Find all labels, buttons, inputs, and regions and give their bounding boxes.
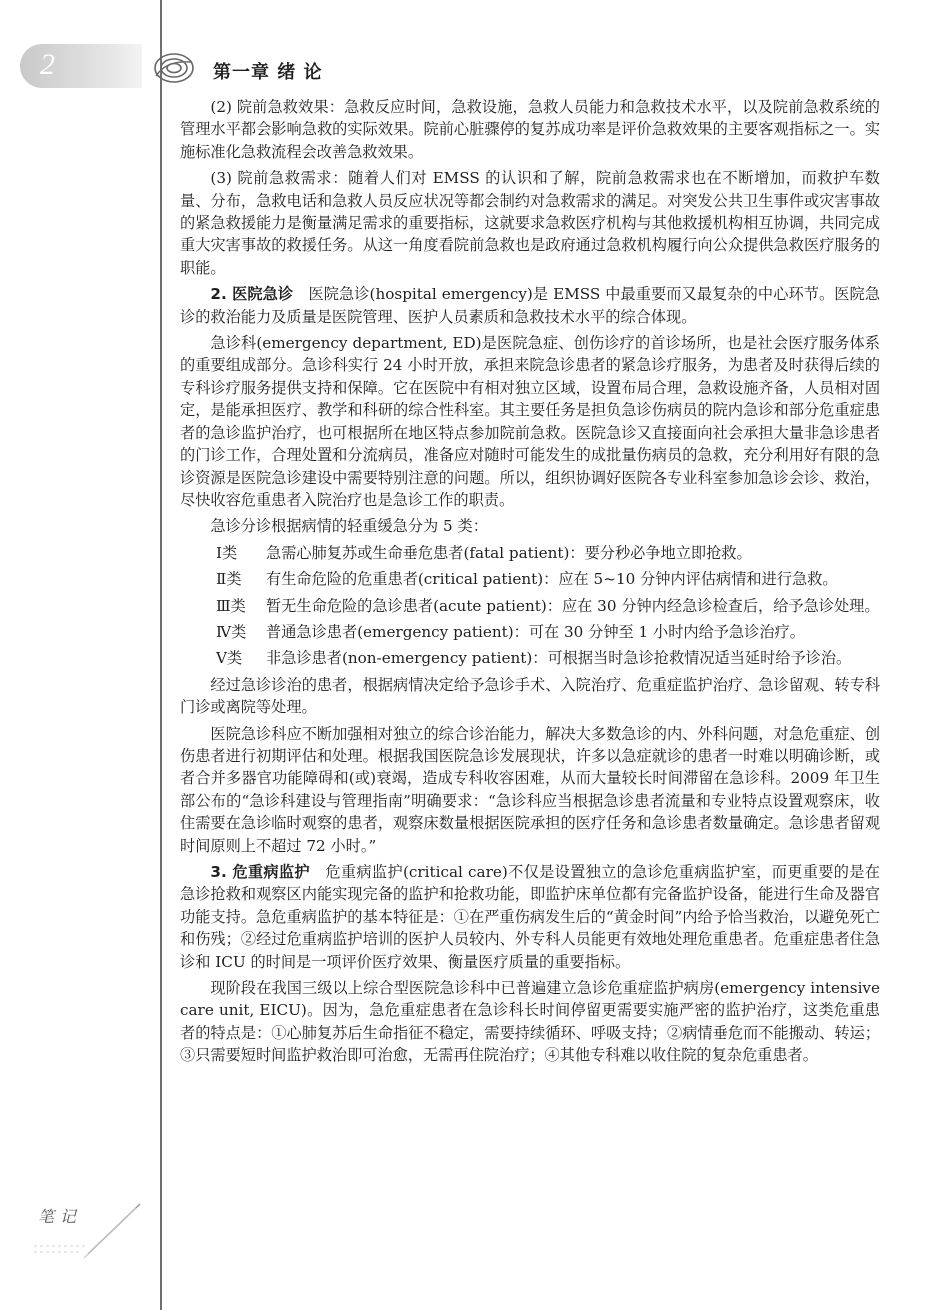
triage-class-text: 暂无生命危险的急诊患者(acute patient)：应在 30 分钟内经急诊检查后，给予急诊处理。	[266, 596, 880, 615]
section-heading: 2. 医院急诊	[210, 285, 294, 304]
swirl-logo-icon	[152, 50, 196, 86]
page-number: 2	[40, 48, 56, 81]
triage-class	[180, 621, 880, 643]
triage-class	[180, 647, 880, 669]
triage-class	[180, 595, 880, 617]
section-lead: 医院急诊(hospital emergency)是 EMSS 中最重要而又最复杂的中心环节。医院急诊的救治能力及质量是医院管理、医护人员素质和急救技术水平的综合体现。	[180, 285, 881, 326]
paragraph: 急诊分诊根据病情的轻重缓急分为 5 类：	[210, 517, 488, 536]
paragraph: 现阶段在我国三级以上综合型医院急诊科中已普遍建立急诊危重症监护病房(emergency intensive care unit, EICU)。因为，急危重症患者在急诊科长时间停留更需要实施严密的监护治疗，这类危重患者的特点是：①心肺复苏后生命指征不稳定，需要持续循环、呼吸支持；②病情垂危而不能搬动、转运；③只需要短时间监护救治即可治愈，无需再住院治疗；④其他专科难以收住院的复杂危重患者。	[180, 979, 880, 1065]
paragraph: (3) 院前急救需求：随着人们对 EMSS 的认识和了解，院前急救需求也在不断增加，而救护车数量、分布，急救电话和急救人员反应状况等都会制约对急救需求的满足。对突发公共卫生事件或灾害事故的紧急救援能力是衡量满足需求的重要指标，这就要求急救医疗机构与其他救援机构相互协调，共同完成重大灾害事故的救援任务。从这一角度看院前急救也是政府通过急救机构履行向公众提供急救医疗服务的职能。	[180, 169, 880, 277]
page-number-tab	[20, 44, 142, 88]
paragraph: 医院急诊科应不断加强相对独立的综合诊治能力，解决大多数急诊的内、外科问题，对急危重症、创伤患者进行初期评估和处理。根据我国医院急诊发展现状，许多以急症就诊的患者一时难以明确诊断，或者合并多器官功能障碍和(或)衰竭，造成专科收容困难，从而大量较长时间滞留在急诊科。2009 年卫生部公布的“急诊科建设与管理指南”明确要求：“急诊科应当根据急诊患者流量和专业特点设置观察床，收住需要在急诊临时观察的患者，观察床数量根据医院承担的医疗任务和急诊患者数量确定。急诊患者留观时间原则上不超过 72 小时。”	[180, 724, 880, 855]
triage-class-text: 有生命危险的危重患者(critical patient)：应在 5~10 分钟内评估病情和进行急救。	[266, 570, 838, 589]
triage-class-text: 普通急诊患者(emergency patient)：可在 30 分钟至 1 小时内给予急诊治疗。	[266, 622, 805, 641]
section-3	[180, 861, 880, 973]
triage-class	[180, 568, 880, 590]
body-text	[180, 96, 880, 1071]
triage-class-text: 非急诊患者(non-emergency patient)：可根据当时急诊抢救情况适当延时给予诊治。	[266, 649, 852, 668]
paragraph: (2) 院前急救效果：急救反应时间，急救设施，急救人员能力和急救技术水平，以及院前急救系统的管理水平都会影响急救的实际效果。院前心脏骤停的复苏成功率是评价急救效果的主要客观指标之一。实施标准化急救流程会改善急救效果。	[180, 98, 880, 161]
section-lead: 危重病监护(critical care)不仅是设置独立的急诊危重病监护室，而更重要的是在急诊抢救和观察区内能实现完备的监护和抢救功能，即监护床单位都有完备监护设备，能进行生命及器官功能支持。急危重病监护的基本特征是：①在严重伤病发生后的“黄金时间”内给予恰当救治，以避免死亡和伤残；②经过危重病监护培训的医护人员较内、外专科人员能更有效地处理危重患者。危重症患者住急诊和 ICU 的时间是一项评价医疗效果、衡量医疗质量的重要指标。	[180, 863, 880, 971]
paragraph: 急诊科(emergency department, ED)是医院急症、创伤诊疗的首诊场所，也是社会医疗服务体系的重要组成部分。急诊科实行 24 小时开放，承担来院急诊患者的紧急诊疗服务，为患者及时获得后续的专科诊疗服务提供支持和保障。它在医院中有相对独立区域，设置布局合理，急救设施齐备，人员相对固定，是能承担医疗、教学和科研的综合性科室。其主要任务是担负急诊伤病员的院内急诊和部分危重症患者的急诊监护治疗，也可根据所在地区特点参加院前急救。医院急诊又直接面向社会承担大量非急诊患者的门诊工作，合理处置和分流病员，准备应对随时可能发生的成批量伤病员的急救，充分利用好有限的急诊资源是医院急诊建设中需要特别注意的问题。所以，组织协调好医院各专业科室参加急诊会诊、救治，尽快收容危重患者入院治疗也是急诊工作的职责。	[180, 334, 880, 509]
chapter-title: 第一章 绪 论	[213, 62, 323, 83]
notes-label: 笔记	[38, 1207, 83, 1226]
paragraph: 经过急诊诊治的患者，根据病情决定给予急诊手术、入院治疗、危重症监护治疗、急诊留观、转专科门诊或离院等处理。	[180, 675, 880, 717]
triage-class-key: Ⅰ类	[216, 543, 238, 562]
triage-class-key: Ⅳ类	[216, 622, 247, 641]
triage-class-text: 急需心肺复苏或生命垂危患者(fatal patient)：要分秒必争地立即抢救。	[266, 543, 752, 562]
section-2	[180, 283, 880, 328]
margin-line	[160, 0, 162, 1310]
triage-class-key: Ⅴ类	[216, 649, 243, 668]
triage-class-key: Ⅱ类	[216, 570, 242, 589]
section-heading: 3. 危重病监护	[210, 863, 310, 881]
triage-class-key: Ⅲ类	[216, 596, 246, 615]
triage-class	[180, 542, 880, 564]
